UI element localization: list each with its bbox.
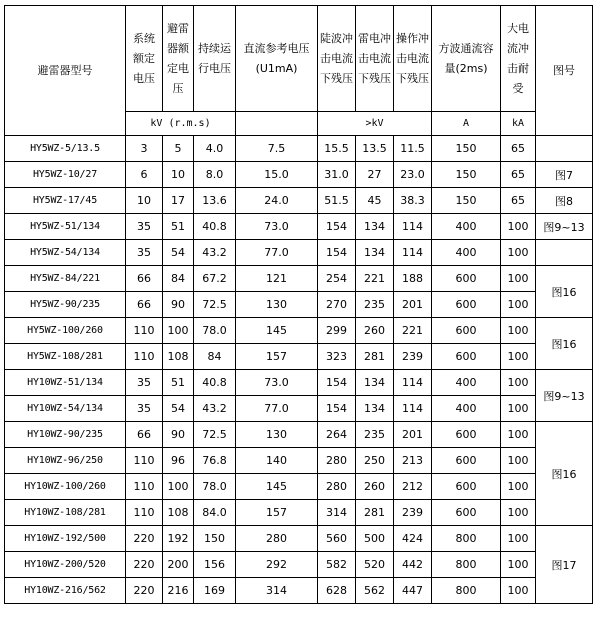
- cell-continuous-voltage: 156: [194, 552, 236, 578]
- cell-high-current-withstand: 65: [501, 136, 536, 162]
- cell-lightning-residual: 260: [356, 318, 394, 344]
- cell-system-voltage: 66: [126, 266, 163, 292]
- cell-rated-voltage: 216: [163, 578, 194, 604]
- cell-high-current-withstand: 100: [501, 578, 536, 604]
- table-row: [5, 552, 593, 578]
- unit-dc-blank: [236, 112, 318, 136]
- cell-system-voltage: 35: [126, 240, 163, 266]
- table-row: [5, 214, 593, 240]
- cell-lightning-residual: 134: [356, 214, 394, 240]
- cell-figure-no: 图16: [536, 318, 593, 370]
- cell-switching-residual: 221: [394, 318, 432, 344]
- unit-ka: kA: [501, 112, 536, 136]
- cell-dc-ref-voltage: 157: [236, 500, 318, 526]
- header-steep-wave-residual: 陡波冲 击电流 下残压: [318, 6, 356, 112]
- cell-steep-wave-residual: 254: [318, 266, 356, 292]
- cell-switching-residual: 114: [394, 214, 432, 240]
- cell-system-voltage: 110: [126, 344, 163, 370]
- cell-rated-voltage: 100: [163, 474, 194, 500]
- cell-dc-ref-voltage: 314: [236, 578, 318, 604]
- table-row: [5, 136, 593, 162]
- cell-square-wave-capacity: 400: [432, 396, 501, 422]
- table-row: [5, 578, 593, 604]
- table-row: [5, 448, 593, 474]
- cell-dc-ref-voltage: 157: [236, 344, 318, 370]
- cell-high-current-withstand: 100: [501, 552, 536, 578]
- cell-high-current-withstand: 100: [501, 370, 536, 396]
- cell-lightning-residual: 134: [356, 396, 394, 422]
- cell-switching-residual: 23.0: [394, 162, 432, 188]
- cell-square-wave-capacity: 600: [432, 266, 501, 292]
- cell-steep-wave-residual: 299: [318, 318, 356, 344]
- table-row: [5, 422, 593, 448]
- cell-steep-wave-residual: 280: [318, 448, 356, 474]
- cell-square-wave-capacity: 150: [432, 188, 501, 214]
- cell-steep-wave-residual: 264: [318, 422, 356, 448]
- cell-lightning-residual: 281: [356, 344, 394, 370]
- cell-model: HY5WZ-10/27: [5, 162, 126, 188]
- table-row: [5, 474, 593, 500]
- header-lightning-residual: 雷电冲 击电流 下残压: [356, 6, 394, 112]
- table-row: [5, 292, 593, 318]
- cell-rated-voltage: 51: [163, 214, 194, 240]
- cell-lightning-residual: 134: [356, 240, 394, 266]
- cell-figure-no: 图9~13: [536, 370, 593, 422]
- cell-rated-voltage: 90: [163, 292, 194, 318]
- cell-continuous-voltage: 43.2: [194, 240, 236, 266]
- cell-model: HY5WZ-100/260: [5, 318, 126, 344]
- cell-continuous-voltage: 8.0: [194, 162, 236, 188]
- cell-model: HY10WZ-96/250: [5, 448, 126, 474]
- cell-rated-voltage: 192: [163, 526, 194, 552]
- cell-continuous-voltage: 43.2: [194, 396, 236, 422]
- cell-square-wave-capacity: 400: [432, 214, 501, 240]
- cell-system-voltage: 35: [126, 370, 163, 396]
- cell-system-voltage: 66: [126, 292, 163, 318]
- cell-dc-ref-voltage: 77.0: [236, 396, 318, 422]
- cell-rated-voltage: 108: [163, 500, 194, 526]
- cell-lightning-residual: 281: [356, 500, 394, 526]
- cell-switching-residual: 212: [394, 474, 432, 500]
- cell-steep-wave-residual: 280: [318, 474, 356, 500]
- cell-continuous-voltage: 78.0: [194, 474, 236, 500]
- cell-lightning-residual: 13.5: [356, 136, 394, 162]
- cell-lightning-residual: 250: [356, 448, 394, 474]
- header-figure-no: 图号: [536, 6, 593, 136]
- cell-dc-ref-voltage: 15.0: [236, 162, 318, 188]
- cell-rated-voltage: 100: [163, 318, 194, 344]
- cell-switching-residual: 114: [394, 240, 432, 266]
- table-row: [5, 318, 593, 344]
- cell-square-wave-capacity: 600: [432, 448, 501, 474]
- cell-square-wave-capacity: 800: [432, 552, 501, 578]
- unit-amp: A: [432, 112, 501, 136]
- table-row: [5, 526, 593, 552]
- table-row: [5, 162, 593, 188]
- cell-model: HY5WZ-51/134: [5, 214, 126, 240]
- cell-square-wave-capacity: 600: [432, 292, 501, 318]
- cell-lightning-residual: 562: [356, 578, 394, 604]
- cell-square-wave-capacity: 800: [432, 526, 501, 552]
- cell-switching-residual: 38.3: [394, 188, 432, 214]
- cell-high-current-withstand: 100: [501, 318, 536, 344]
- cell-figure-no: 图16: [536, 422, 593, 526]
- cell-dc-ref-voltage: 280: [236, 526, 318, 552]
- cell-switching-residual: 447: [394, 578, 432, 604]
- cell-rated-voltage: 54: [163, 240, 194, 266]
- header-square-wave-capacity: 方波通流容 量(2ms): [432, 6, 501, 112]
- unit-kv-rms: kV (r.m.s): [126, 112, 236, 136]
- cell-steep-wave-residual: 154: [318, 370, 356, 396]
- cell-continuous-voltage: 4.0: [194, 136, 236, 162]
- cell-dc-ref-voltage: 130: [236, 422, 318, 448]
- cell-continuous-voltage: 67.2: [194, 266, 236, 292]
- cell-figure-no: 图17: [536, 526, 593, 604]
- cell-rated-voltage: 84: [163, 266, 194, 292]
- cell-square-wave-capacity: 400: [432, 240, 501, 266]
- cell-figure-no: 图16: [536, 266, 593, 318]
- cell-system-voltage: 110: [126, 448, 163, 474]
- cell-switching-residual: 442: [394, 552, 432, 578]
- cell-lightning-residual: 235: [356, 422, 394, 448]
- cell-high-current-withstand: 100: [501, 448, 536, 474]
- unit-gt-kv: >kV: [318, 112, 432, 136]
- cell-steep-wave-residual: 270: [318, 292, 356, 318]
- cell-model: HY5WZ-90/235: [5, 292, 126, 318]
- cell-dc-ref-voltage: 130: [236, 292, 318, 318]
- header-system-voltage: 系统 额定 电压: [126, 6, 163, 112]
- cell-steep-wave-residual: 51.5: [318, 188, 356, 214]
- cell-switching-residual: 114: [394, 396, 432, 422]
- arrester-spec-table: [4, 5, 593, 604]
- cell-dc-ref-voltage: 145: [236, 318, 318, 344]
- cell-continuous-voltage: 76.8: [194, 448, 236, 474]
- cell-system-voltage: 66: [126, 422, 163, 448]
- table-row: [5, 266, 593, 292]
- cell-continuous-voltage: 150: [194, 526, 236, 552]
- cell-model: HY10WZ-216/562: [5, 578, 126, 604]
- cell-model: HY10WZ-100/260: [5, 474, 126, 500]
- cell-steep-wave-residual: 560: [318, 526, 356, 552]
- cell-steep-wave-residual: 582: [318, 552, 356, 578]
- cell-model: HY5WZ-17/45: [5, 188, 126, 214]
- header-rated-voltage: 避雷 器额 定电 压: [163, 6, 194, 112]
- cell-system-voltage: 35: [126, 396, 163, 422]
- cell-high-current-withstand: 65: [501, 188, 536, 214]
- cell-steep-wave-residual: 31.0: [318, 162, 356, 188]
- cell-lightning-residual: 235: [356, 292, 394, 318]
- cell-model: HY10WZ-51/134: [5, 370, 126, 396]
- cell-system-voltage: 220: [126, 552, 163, 578]
- cell-system-voltage: 220: [126, 526, 163, 552]
- cell-dc-ref-voltage: 77.0: [236, 240, 318, 266]
- cell-switching-residual: 239: [394, 344, 432, 370]
- cell-rated-voltage: 5: [163, 136, 194, 162]
- cell-model: HY10WZ-90/235: [5, 422, 126, 448]
- cell-dc-ref-voltage: 140: [236, 448, 318, 474]
- cell-high-current-withstand: 65: [501, 162, 536, 188]
- cell-dc-ref-voltage: 292: [236, 552, 318, 578]
- cell-high-current-withstand: 100: [501, 526, 536, 552]
- cell-lightning-residual: 27: [356, 162, 394, 188]
- cell-system-voltage: 10: [126, 188, 163, 214]
- cell-square-wave-capacity: 600: [432, 422, 501, 448]
- cell-model: HY5WZ-84/221: [5, 266, 126, 292]
- cell-rated-voltage: 200: [163, 552, 194, 578]
- cell-continuous-voltage: 40.8: [194, 214, 236, 240]
- cell-high-current-withstand: 100: [501, 240, 536, 266]
- cell-lightning-residual: 520: [356, 552, 394, 578]
- header-switching-residual: 操作冲 击电流 下残压: [394, 6, 432, 112]
- cell-continuous-voltage: 78.0: [194, 318, 236, 344]
- cell-square-wave-capacity: 600: [432, 500, 501, 526]
- cell-rated-voltage: 51: [163, 370, 194, 396]
- cell-lightning-residual: 45: [356, 188, 394, 214]
- cell-system-voltage: 110: [126, 500, 163, 526]
- cell-continuous-voltage: 72.5: [194, 292, 236, 318]
- cell-figure-no: 图8: [536, 188, 593, 214]
- cell-switching-residual: 11.5: [394, 136, 432, 162]
- cell-square-wave-capacity: 600: [432, 474, 501, 500]
- cell-steep-wave-residual: 628: [318, 578, 356, 604]
- cell-high-current-withstand: 100: [501, 344, 536, 370]
- cell-continuous-voltage: 40.8: [194, 370, 236, 396]
- cell-model: HY10WZ-200/520: [5, 552, 126, 578]
- cell-figure-no: 图9~13: [536, 214, 593, 240]
- cell-switching-residual: 213: [394, 448, 432, 474]
- cell-figure-no: [536, 240, 593, 266]
- cell-system-voltage: 35: [126, 214, 163, 240]
- header-high-current-withstand: 大电 流冲 击耐 受: [501, 6, 536, 112]
- cell-switching-residual: 201: [394, 292, 432, 318]
- cell-system-voltage: 110: [126, 318, 163, 344]
- cell-steep-wave-residual: 15.5: [318, 136, 356, 162]
- cell-system-voltage: 220: [126, 578, 163, 604]
- cell-steep-wave-residual: 154: [318, 240, 356, 266]
- cell-square-wave-capacity: 600: [432, 344, 501, 370]
- cell-rated-voltage: 54: [163, 396, 194, 422]
- cell-lightning-residual: 134: [356, 370, 394, 396]
- cell-high-current-withstand: 100: [501, 422, 536, 448]
- cell-continuous-voltage: 84.0: [194, 500, 236, 526]
- cell-square-wave-capacity: 800: [432, 578, 501, 604]
- cell-lightning-residual: 260: [356, 474, 394, 500]
- table-row: [5, 188, 593, 214]
- cell-high-current-withstand: 100: [501, 214, 536, 240]
- cell-continuous-voltage: 72.5: [194, 422, 236, 448]
- cell-system-voltage: 6: [126, 162, 163, 188]
- cell-model: HY10WZ-108/281: [5, 500, 126, 526]
- cell-dc-ref-voltage: 73.0: [236, 214, 318, 240]
- cell-model: HY10WZ-54/134: [5, 396, 126, 422]
- cell-rated-voltage: 96: [163, 448, 194, 474]
- cell-rated-voltage: 17: [163, 188, 194, 214]
- cell-steep-wave-residual: 323: [318, 344, 356, 370]
- table-row: [5, 396, 593, 422]
- cell-switching-residual: 424: [394, 526, 432, 552]
- cell-switching-residual: 114: [394, 370, 432, 396]
- cell-figure-no: 图7: [536, 162, 593, 188]
- table-row: [5, 240, 593, 266]
- cell-square-wave-capacity: 400: [432, 370, 501, 396]
- cell-dc-ref-voltage: 121: [236, 266, 318, 292]
- cell-model: HY10WZ-192/500: [5, 526, 126, 552]
- cell-square-wave-capacity: 150: [432, 162, 501, 188]
- cell-continuous-voltage: 13.6: [194, 188, 236, 214]
- cell-steep-wave-residual: 154: [318, 214, 356, 240]
- cell-lightning-residual: 500: [356, 526, 394, 552]
- cell-model: HY5WZ-54/134: [5, 240, 126, 266]
- cell-system-voltage: 110: [126, 474, 163, 500]
- cell-system-voltage: 3: [126, 136, 163, 162]
- cell-switching-residual: 239: [394, 500, 432, 526]
- cell-dc-ref-voltage: 24.0: [236, 188, 318, 214]
- cell-high-current-withstand: 100: [501, 396, 536, 422]
- cell-rated-voltage: 108: [163, 344, 194, 370]
- header-dc-ref-voltage: 直流参考电压 (U1mA): [236, 6, 318, 112]
- cell-steep-wave-residual: 154: [318, 396, 356, 422]
- cell-high-current-withstand: 100: [501, 266, 536, 292]
- cell-lightning-residual: 221: [356, 266, 394, 292]
- cell-model: HY5WZ-5/13.5: [5, 136, 126, 162]
- cell-steep-wave-residual: 314: [318, 500, 356, 526]
- cell-high-current-withstand: 100: [501, 292, 536, 318]
- cell-model: HY5WZ-108/281: [5, 344, 126, 370]
- header-model: 避雷器型号: [5, 6, 126, 136]
- cell-figure-no: [536, 136, 593, 162]
- cell-square-wave-capacity: 150: [432, 136, 501, 162]
- cell-switching-residual: 201: [394, 422, 432, 448]
- header-continuous-voltage: 持续运行电压: [194, 6, 236, 112]
- table-row: [5, 370, 593, 396]
- cell-square-wave-capacity: 600: [432, 318, 501, 344]
- cell-high-current-withstand: 100: [501, 500, 536, 526]
- table-row: [5, 500, 593, 526]
- table-row: [5, 344, 593, 370]
- cell-dc-ref-voltage: 7.5: [236, 136, 318, 162]
- cell-continuous-voltage: 169: [194, 578, 236, 604]
- cell-rated-voltage: 90: [163, 422, 194, 448]
- cell-switching-residual: 188: [394, 266, 432, 292]
- cell-dc-ref-voltage: 73.0: [236, 370, 318, 396]
- cell-rated-voltage: 10: [163, 162, 194, 188]
- cell-dc-ref-voltage: 145: [236, 474, 318, 500]
- cell-high-current-withstand: 100: [501, 474, 536, 500]
- cell-continuous-voltage: 84: [194, 344, 236, 370]
